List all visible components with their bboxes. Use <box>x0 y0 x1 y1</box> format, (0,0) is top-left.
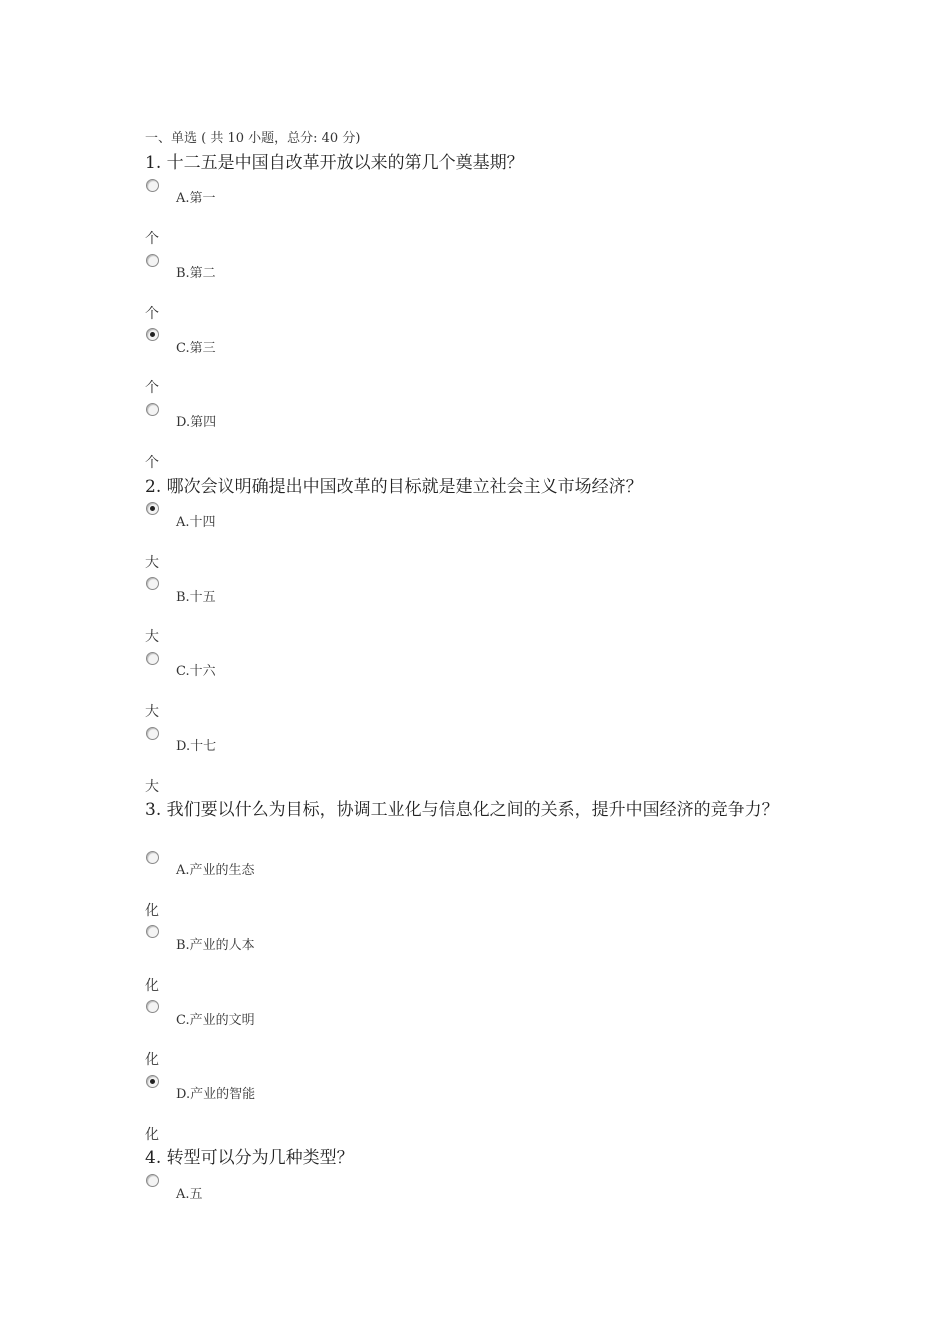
q2-option-d-radio[interactable] <box>146 727 159 740</box>
q3-option-b-tail: 化 <box>145 978 159 994</box>
q4-option-a-radio[interactable] <box>146 1174 159 1187</box>
q4-option-a-label[interactable]: A.五 <box>176 1187 203 1202</box>
q1-option-a-label[interactable]: A.第一 <box>176 191 216 206</box>
q1-option-a-radio[interactable] <box>146 179 159 192</box>
question-2-text: 2. 哪次会议明确提出中国改革的目标就是建立社会主义市场经济？ <box>145 477 643 497</box>
q3-option-d-radio[interactable] <box>146 1075 159 1088</box>
q2-option-a-radio[interactable] <box>146 502 159 515</box>
q1-option-d-radio[interactable] <box>146 403 159 416</box>
q3-option-c-tail: 化 <box>145 1052 159 1068</box>
q1-option-d-label[interactable]: D.第四 <box>176 415 217 430</box>
q3-option-a-radio[interactable] <box>146 851 159 864</box>
q3-option-b-label[interactable]: B.产业的人本 <box>176 938 255 953</box>
q1-option-c-label[interactable]: C.第三 <box>176 341 216 356</box>
question-3-text: 3. 我们要以什么为目标，协调工业化与信息化之间的关系，提升中国经济的竞争力？ <box>145 800 779 820</box>
q1-option-b-radio[interactable] <box>146 254 159 267</box>
q1-option-d-tail: 个 <box>145 455 159 471</box>
q3-option-a-tail: 化 <box>145 903 159 919</box>
q1-option-a-tail: 个 <box>145 231 159 247</box>
q3-option-d-label[interactable]: D.产业的智能 <box>176 1087 256 1102</box>
q1-option-c-radio[interactable] <box>146 328 159 341</box>
question-1-text: 1. 十二五是中国自改革开放以来的第几个奠基期？ <box>145 153 524 173</box>
q2-option-d-label[interactable]: D.十七 <box>176 739 217 754</box>
q2-option-b-radio[interactable] <box>146 577 159 590</box>
q1-option-c-tail: 个 <box>145 380 159 396</box>
q2-option-a-tail: 大 <box>145 555 159 571</box>
q3-option-d-tail: 化 <box>145 1127 159 1143</box>
q2-option-d-tail: 大 <box>145 779 159 795</box>
section-header: 一、单选 ( 共 10 小题，总分: 40 分) <box>145 131 361 146</box>
q3-option-c-radio[interactable] <box>146 1000 159 1013</box>
question-4-text: 4. 转型可以分为几种类型？ <box>145 1148 354 1168</box>
q3-option-c-label[interactable]: C.产业的文明 <box>176 1013 255 1028</box>
q1-option-b-label[interactable]: B.第二 <box>176 266 216 281</box>
q3-option-b-radio[interactable] <box>146 925 159 938</box>
q2-option-c-radio[interactable] <box>146 652 159 665</box>
q2-option-c-tail: 大 <box>145 704 159 720</box>
q2-option-c-label[interactable]: C.十六 <box>176 664 216 679</box>
q1-option-b-tail: 个 <box>145 306 159 322</box>
q2-option-a-label[interactable]: A.十四 <box>176 515 216 530</box>
q2-option-b-label[interactable]: B.十五 <box>176 590 216 605</box>
q3-option-a-label[interactable]: A.产业的生态 <box>176 863 255 878</box>
q2-option-b-tail: 大 <box>145 629 159 645</box>
